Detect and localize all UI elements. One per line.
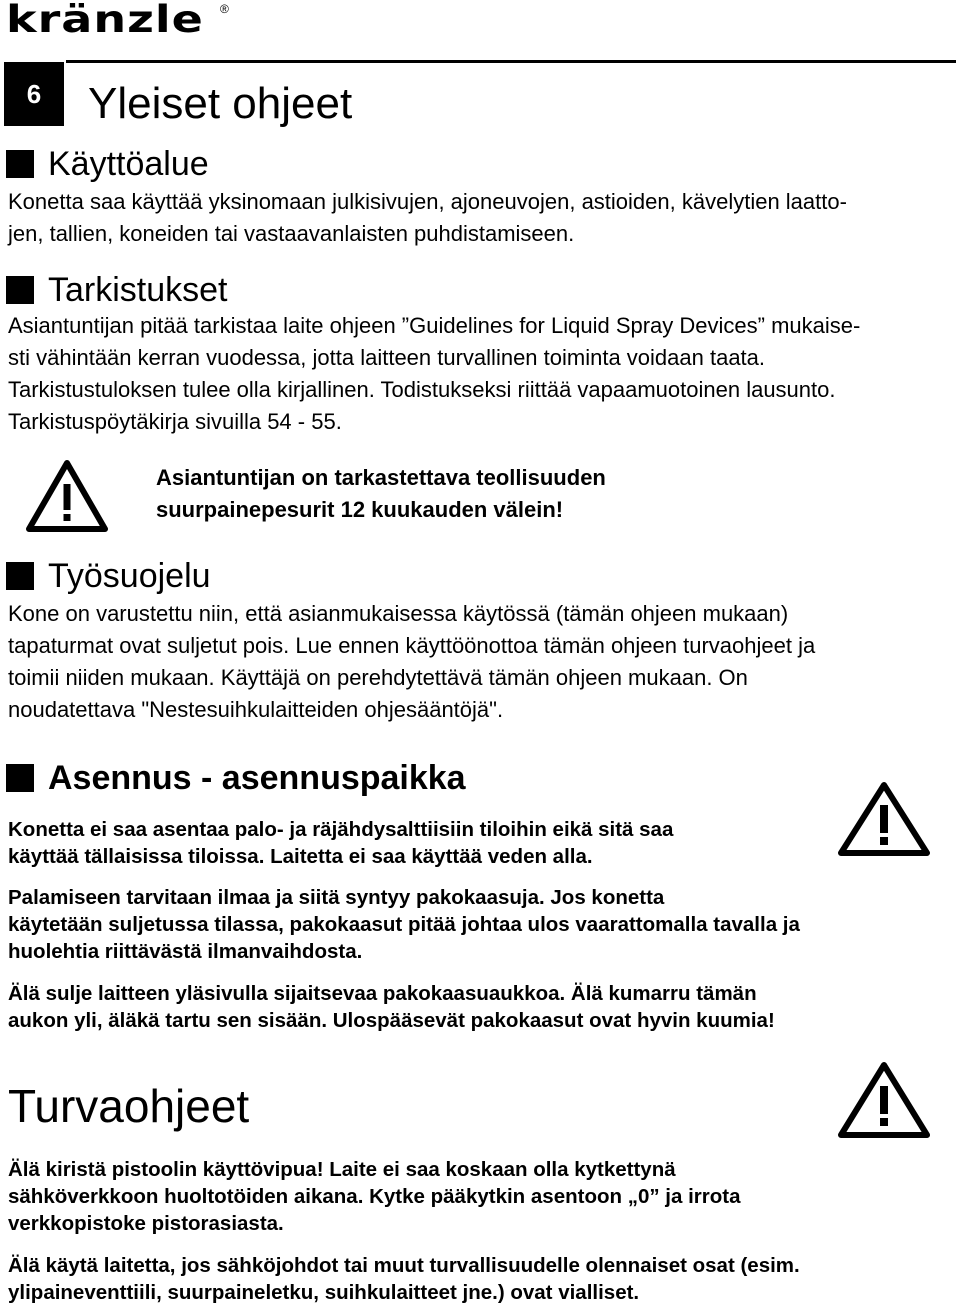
paragraph-tyosuojelu: Kone on varustettu niin, että asianmukaisessa käytössä (tämän ohjeen mukaan) tapaturmat ovat suljetut pois. Lue ennen käyttöönottoa tämän ohjeen turvaohjeet ja toimii niiden mukaan. Käyttäjä on perehdytettävä tämän ohjeen mukaan. On noudatettava "Nestesuihkulaitteiden ohjesääntöjä". <box>8 601 816 722</box>
paragraph-asennus-2: Palamiseen tarvitaan ilmaa ja siitä syntyy pakokaasuja. Jos konetta käytetään suljetussa tilassa, pakokaasut pitää johtaa ulos vaarattomalla tavalla ja huolehtia riittävästä ilmanvaihdosta. <box>8 886 800 963</box>
paragraph-asennus-1: Konetta ei saa asentaa palo- ja räjähdysalttiisiin tiloihin eikä sitä saa käyttää tällaisissa tiloissa. Laitetta ei saa käyttää veden alla. <box>8 818 674 868</box>
chapter-number: 6 <box>4 62 64 126</box>
section-heading-tyosuojelu: Työsuojelu <box>6 556 211 596</box>
chapter-title: Yleiset ohjeet <box>88 79 353 128</box>
black-square-icon <box>6 562 34 590</box>
warning-triangle-icon <box>24 458 110 534</box>
section-heading-tarkistukset: Tarkistukset <box>6 270 228 310</box>
warning-inspection-text: Asiantuntijan on tarkastettava teollisuuden suurpainepesurit 12 kuukauden välein! <box>156 465 606 522</box>
paragraph-asennus-3: Älä sulje laitteen yläsivulla sijaitsevaa pakokaasuaukkoa. Älä kumarru tämän aukon yli, äläkä tartu sen sisään. Ulospääsevät pakokaasut ovat hyvin kuumia! <box>8 982 775 1032</box>
paragraph-tarkistukset: Asiantuntijan pitää tarkistaa laite ohjeen ”Guidelines for Liquid Spray Devices” mukaise- sti vähintään kerran vuodessa, jotta laitteen turvallinen toiminta voidaan taata. Tarkistustuloksen tulee olla kirjallinen. Todistukseksi riittää vapaamuotoinen lausunto. Tarkistuspöytäkirja sivuilla 54 - 55. <box>8 313 861 434</box>
paragraph-turvaohjeet-2: Älä käytä laitetta, jos sähköjohdot tai muut turvallisuudelle olennaiset osat (esim. ylipaineventtiili, suurpaineletku, suihkulaitteet jne.) ovat vialliset. <box>8 1254 800 1304</box>
registered-mark: ® <box>220 2 229 16</box>
brand-logo: kränzle <box>6 0 204 41</box>
paragraph-kayttoalue: Konetta saa käyttää yksinomaan julkisivujen, ajoneuvojen, astioiden, kävelytien laatto- jen, tallien, koneiden tai vastaavanlaisten puhdistamiseen. <box>8 189 847 246</box>
black-square-icon <box>6 764 34 792</box>
section-heading-kayttoalue: Käyttöalue <box>6 144 209 184</box>
black-square-icon <box>6 276 34 304</box>
paragraph-turvaohjeet-1: Älä kiristä pistoolin käyttövipua! Laite ei saa koskaan olla kytkettynä sähköverkkoon huoltotöiden aikana. Kytke pääkytkin asentoon „0” ja irrota verkkopistoke pistorasiasta. <box>8 1158 741 1235</box>
section-title-turvaohjeet: Turvaohjeet <box>8 1080 250 1132</box>
warning-triangle-icon <box>836 1060 932 1140</box>
warning-triangle-icon <box>836 780 932 858</box>
section-heading-asennus: Asennus - asennuspaikka <box>6 758 466 798</box>
header-rule <box>66 60 956 63</box>
black-square-icon <box>6 150 34 178</box>
